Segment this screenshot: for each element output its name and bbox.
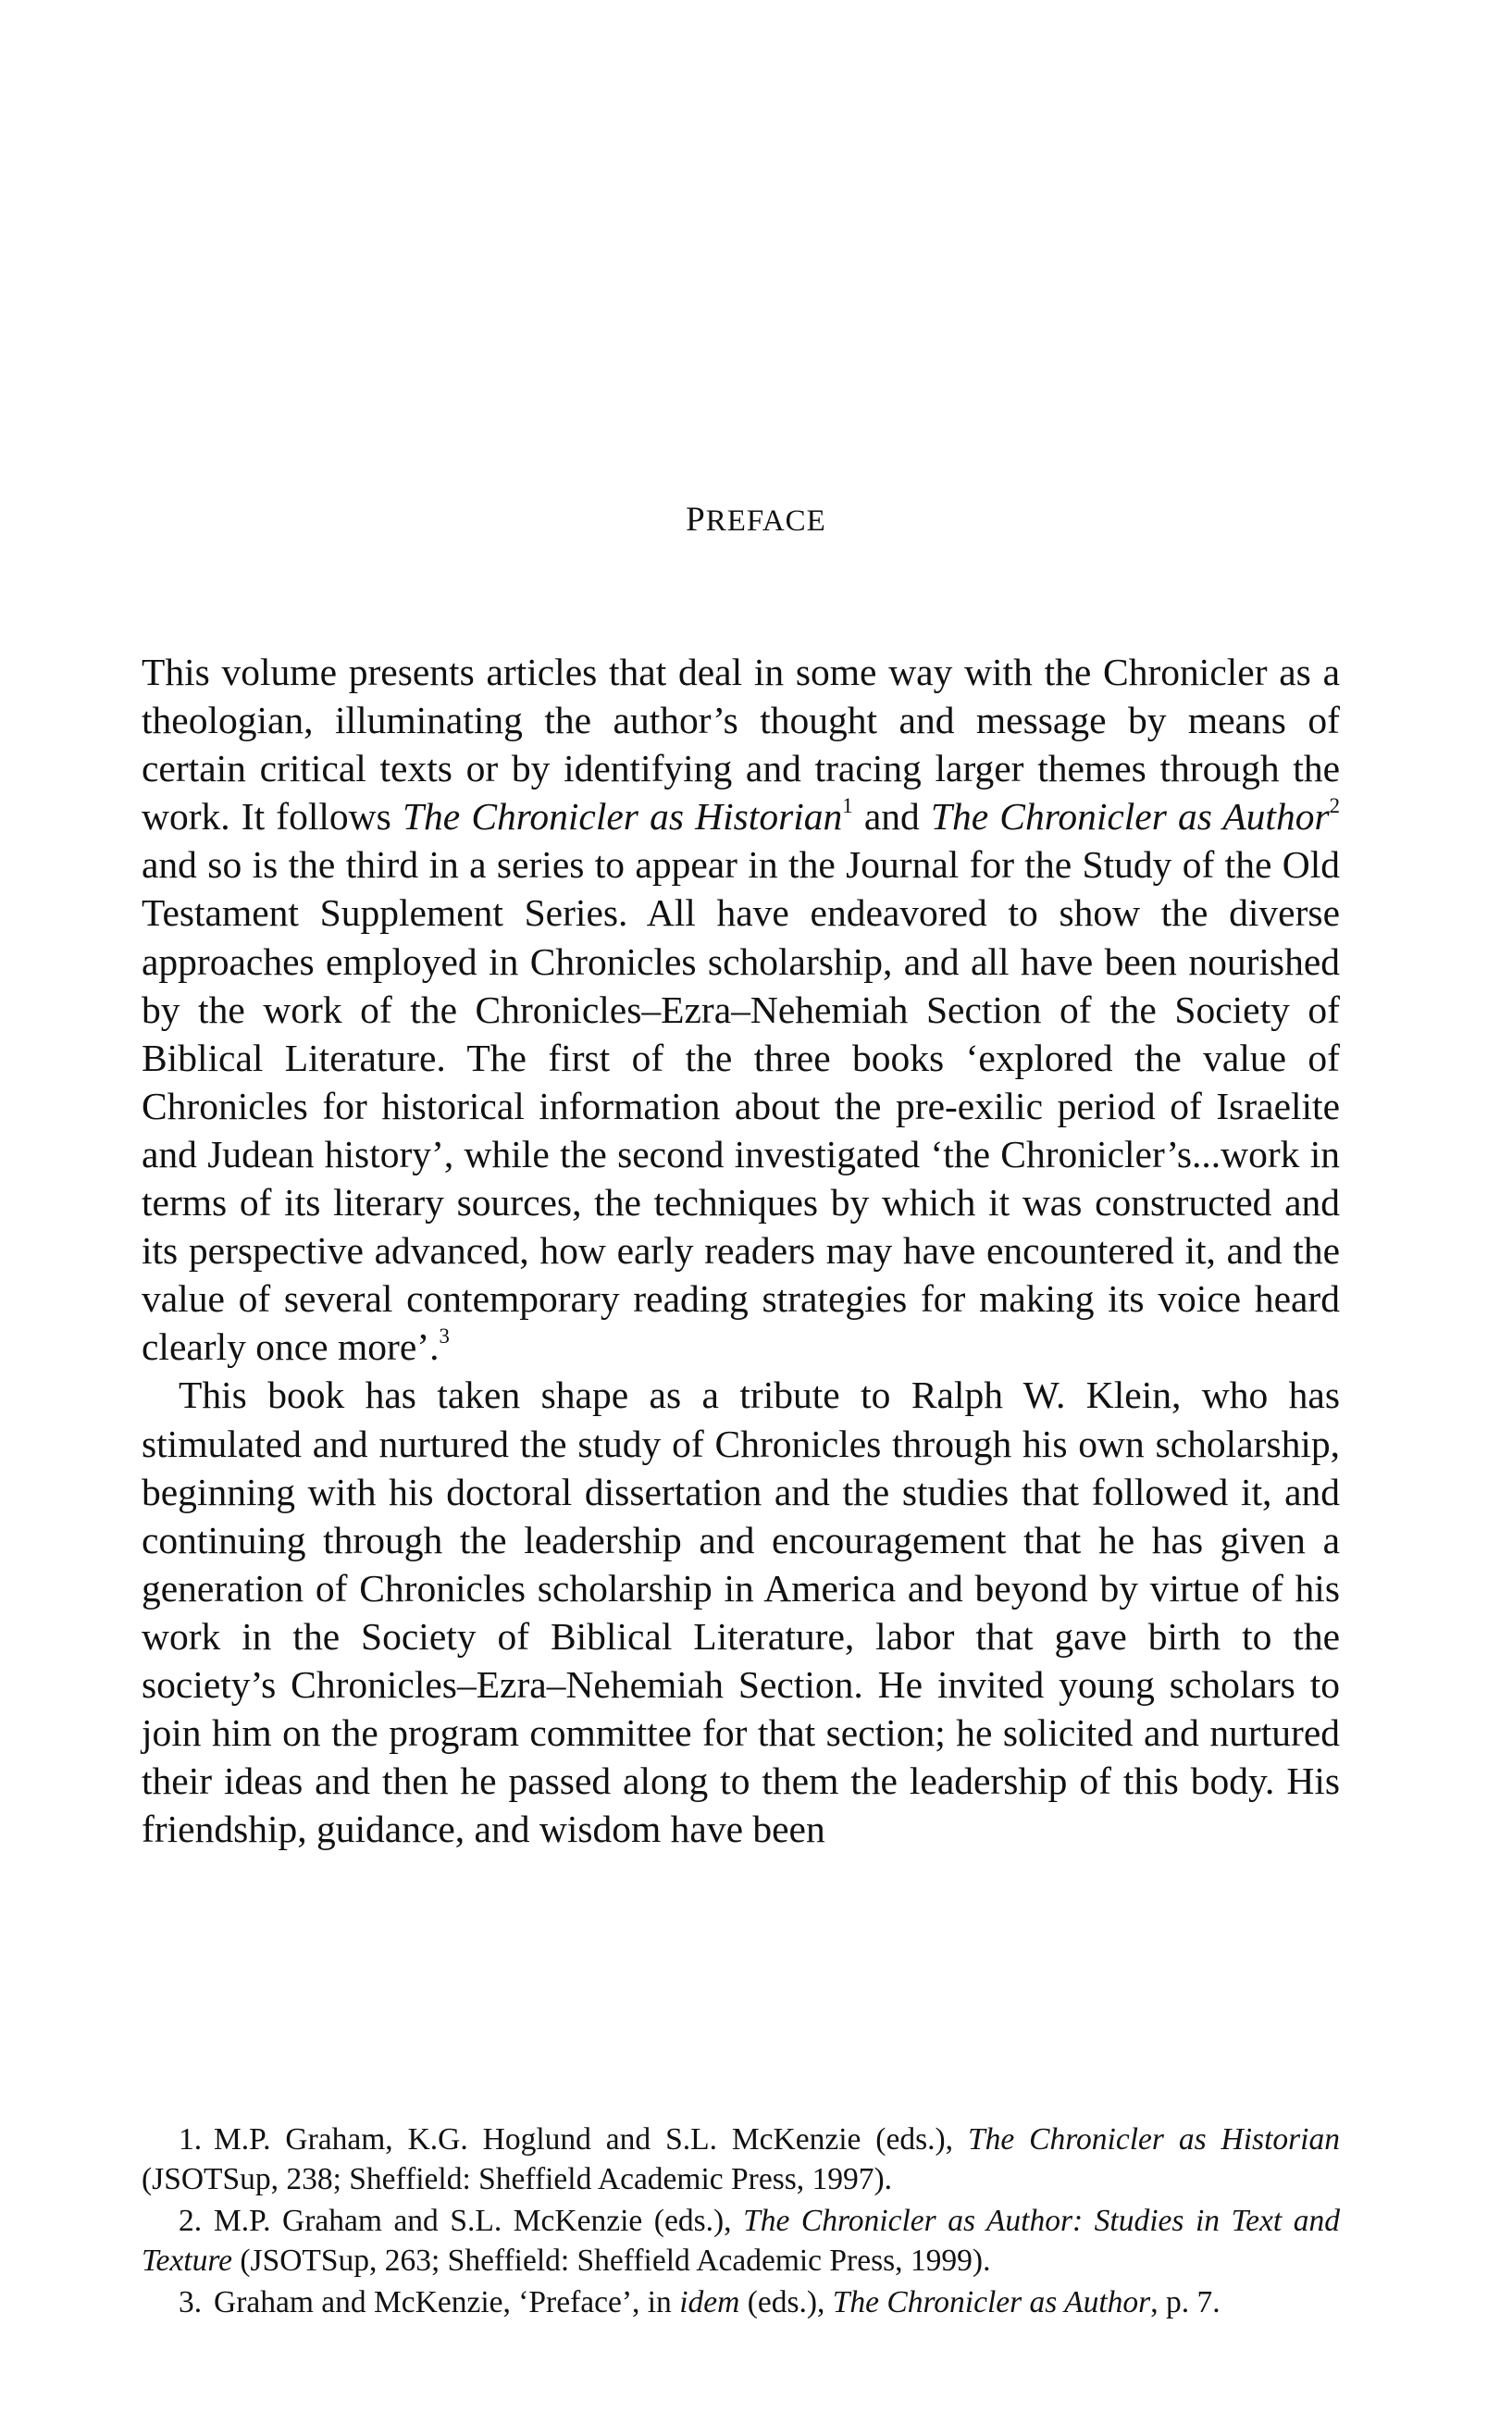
footnote-text: , p. 7.	[1150, 2285, 1221, 2319]
page-title-initial: P	[686, 501, 706, 539]
paragraph-1-text-b: and	[852, 795, 931, 839]
footnote-number: 1.	[179, 2122, 203, 2157]
body-text	[142, 648, 1340, 1853]
paragraph-2: This book has taken shape as a tribute to Ralph W. Klein, who has stimulated and nurtured the study of Chronicles through his own scholarship, beginning with his doctoral dissertation and the studies that followed it, and continuing through the leadership and encouragement that he has given a generation of Chronicles scholarship in America and beyond by virtue of his work in the Society of Biblical Literature, labor that gave birth to the society’s Chronicles–Ezra–Nehemiah Section. He invited young scholars to join him on the program committee for that section; he solicited and nurtured their ideas and then he passed along to them the leadership of this body. His friendship, guidance, and wisdom have been	[142, 1374, 1340, 1851]
footnote-text: (JSOTSup, 263; Sheffield: Sheffield Academic Press, 1999).	[232, 2244, 991, 2278]
footnote-text: M.P. Graham and S.L. McKenzie (eds.),	[214, 2204, 744, 2238]
footnote-idem: idem	[679, 2285, 740, 2319]
footnote-title: The Chronicler as Author: Studies in Text and Texture	[142, 2204, 1340, 2278]
footnote-2	[142, 2201, 1340, 2281]
footnote-1	[142, 2120, 1340, 2199]
footnotes	[142, 2120, 1340, 2324]
footnote-title: The Chronicler as Author	[832, 2285, 1151, 2319]
footnote-ref-3: 3	[439, 1324, 450, 1349]
footnote-text: (eds.),	[739, 2285, 833, 2319]
page-title	[0, 500, 1512, 540]
book-title-historian: The Chronicler as Historian	[402, 795, 843, 839]
page-title-rest: REFACE	[705, 504, 826, 538]
book-title-author: The Chronicler as Author	[930, 795, 1330, 839]
paragraph-1-text-c: and so is the third in a series to appear in the Journal for the Study of the Old Testament Supplement Series. All have endeavored to show the diverse approaches employed in Chronicles scholarship, and all have been nourished by the work of the Chronicles–Ezra–Nehemiah Section of the Society of Biblical Literature. The first of the three books ‘explored the value of Chronicles for historical information about the pre-exilic period of Israelite and Judean history’, while the second investigated ‘the Chronicler’s...work in terms of its literary sources, the techniques by which it was constructed and its perspective advanced, how early readers may have encountered it, and the value of several contemporary reading strategies for making its voice heard clearly once more’.	[142, 843, 1340, 1369]
footnote-text: (JSOTSup, 238; Sheffield: Sheffield Academic Press, 1997).	[142, 2162, 893, 2196]
footnote-text: M.P. Graham, K.G. Hoglund and S.L. McKenzie (eds.),	[214, 2122, 968, 2157]
footnote-title: The Chronicler as Historian	[967, 2122, 1340, 2157]
footnote-ref-1: 1	[842, 794, 853, 818]
paragraph-1-text-a: This volume presents articles that deal in some way with the Chronicler as a theologian, illuminating the author’s thought and message by means of certain critical texts or by identifying and tracing larger themes through the work. It follows	[142, 651, 1340, 839]
paragraph-1	[142, 648, 1340, 1371]
footnote-number: 2.	[179, 2204, 203, 2238]
footnote-text: Graham and McKenzie, ‘Preface’, in	[214, 2285, 680, 2319]
footnote-number: 3.	[179, 2285, 203, 2319]
footnote-ref-2: 2	[1329, 794, 1341, 818]
footnote-3	[142, 2282, 1340, 2322]
